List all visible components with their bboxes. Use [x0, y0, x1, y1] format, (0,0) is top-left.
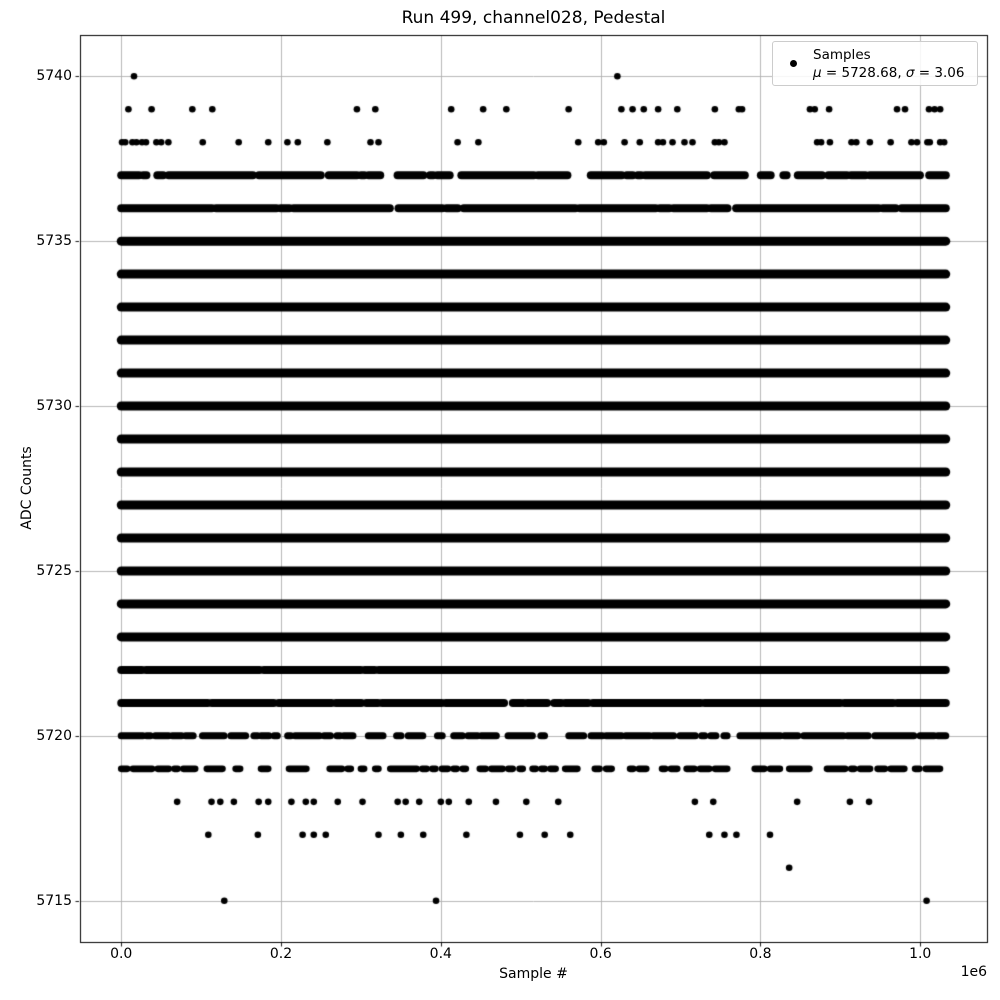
x-axis-offset-label: 1e6 — [960, 964, 987, 980]
x-tick-label: 0.6 — [589, 946, 612, 962]
x-tick-label: 1.0 — [909, 946, 932, 962]
x-tick-label: 0.8 — [749, 946, 772, 962]
legend-text — [813, 46, 977, 82]
x-tick-label: 0.4 — [429, 946, 452, 962]
chart-title: Run 499, channel028, Pedestal — [401, 8, 666, 28]
mu-symbol: μ — [813, 64, 822, 81]
y-tick-label: 5715 — [36, 892, 72, 909]
sigma-symbol: σ — [905, 64, 915, 81]
x-tick-label: 0.2 — [269, 946, 293, 962]
legend-stats — [813, 64, 977, 82]
x-axis-label: Sample # — [499, 966, 568, 982]
legend-label: Samples — [813, 46, 871, 63]
y-tick-label: 5735 — [36, 233, 72, 250]
legend — [772, 41, 978, 86]
y-tick-label: 5730 — [36, 398, 72, 415]
legend-sample-marker-icon — [790, 60, 797, 67]
sigma-value: = 3.06 — [914, 64, 965, 81]
y-tick-label: 5725 — [36, 562, 72, 579]
mu-value: = 5728.68, — [821, 64, 906, 81]
y-axis-label: ADC Counts — [19, 446, 35, 530]
y-tick-label: 5720 — [36, 727, 72, 744]
legend-marker-column — [773, 60, 813, 67]
y-tick-label: 5740 — [36, 68, 72, 85]
x-tick-label: 0.0 — [110, 946, 133, 962]
